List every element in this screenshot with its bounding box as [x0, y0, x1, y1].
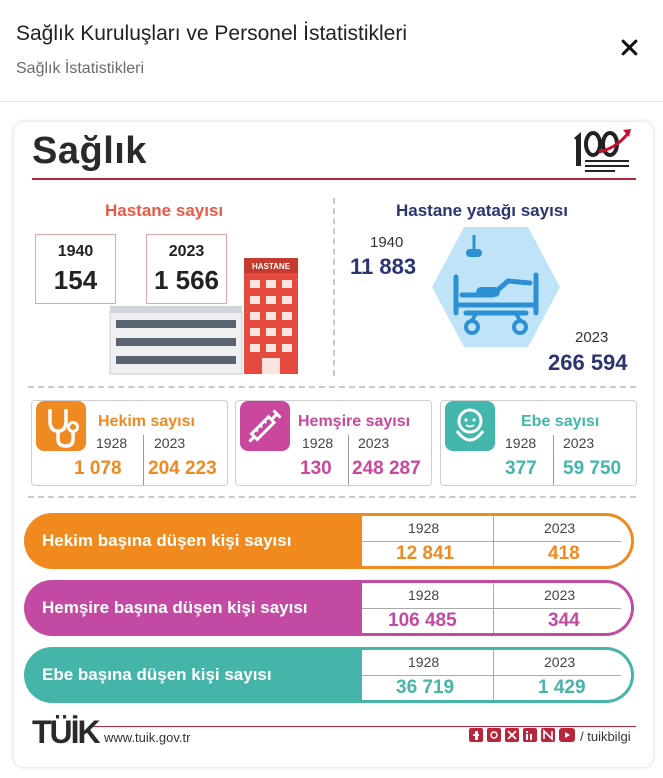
nurse-year-1: 1928 [302, 435, 334, 451]
footer-divider [90, 726, 636, 727]
bed-count-heading: Hastane yatağı sayısı [396, 201, 568, 220]
doctor-per-capita-year-1: 1928 [408, 520, 440, 536]
midwife-per-capita-values [362, 650, 631, 700]
nurse-per-capita-hline [362, 608, 621, 609]
doctor-per-capita-year-2: 2023 [544, 520, 576, 536]
doctor-per-capita-row [24, 513, 634, 569]
doctor-per-capita-hline [362, 541, 621, 542]
bed-value-2023: 266 594 [548, 350, 628, 375]
dialog-subtitle: Sağlık İstatistikleri [16, 60, 145, 77]
infographic-title: Sağlık [32, 130, 147, 172]
nurse-value-1: 130 [300, 458, 332, 479]
midwife-count-box [440, 400, 637, 486]
bed-year-2023: 2023 [575, 329, 609, 346]
centennial-logo-icon [569, 126, 637, 176]
midwife-per-capita-year-1: 1928 [408, 654, 440, 670]
midwife-per-capita-value-2: 1 429 [538, 677, 586, 698]
section-divider-horizontal [28, 386, 636, 388]
hospital-value-2023: 1 566 [153, 265, 220, 295]
midwife-value-2: 59 750 [563, 458, 622, 479]
section-divider-horizontal-2 [28, 496, 636, 498]
nurse-per-capita-label: Hemşire başına düşen kişi sayısı [42, 598, 308, 617]
hospital-year-1940: 1940 [57, 243, 94, 260]
bed-year-1940: 1940 [370, 234, 404, 251]
doctor-year-1: 1928 [96, 435, 128, 451]
midwife-per-capita-row [24, 647, 634, 703]
close-icon[interactable] [616, 34, 644, 62]
nurse-per-capita-values [362, 583, 631, 633]
syringe-icon [240, 401, 290, 451]
instagram-icon[interactable] [487, 728, 501, 742]
midwife-per-capita-value-1: 36 719 [396, 677, 455, 698]
baby-icon [445, 401, 495, 451]
hospital-bed-icon [432, 225, 560, 349]
nurse-year-2: 2023 [358, 435, 390, 451]
nurse-value-2: 248 287 [352, 458, 421, 479]
nurse-separator [348, 435, 349, 485]
tuik-logo: TÜİK [32, 714, 99, 750]
doctor-value-2: 204 223 [148, 458, 217, 479]
doctor-value-1: 1 078 [74, 458, 122, 479]
section-divider-vertical [333, 198, 335, 376]
doctor-count-title: Hekim sayısı [98, 413, 195, 430]
dialog-title: Sağlık Kuruluşları ve Personel İstatistikleri [16, 22, 407, 45]
midwife-year-2: 2023 [563, 435, 595, 451]
social-handle[interactable]: / tuikbilgi [580, 729, 631, 744]
doctor-count-box [31, 400, 228, 486]
doctor-year-2: 2023 [154, 435, 186, 451]
nurse-per-capita-year-1: 1928 [408, 587, 440, 603]
nurse-count-title: Hemşire sayısı [298, 413, 411, 430]
stethoscope-icon [36, 401, 86, 451]
hospital-count-1940 [35, 234, 116, 304]
doctor-separator [143, 435, 144, 485]
midwife-value-1: 377 [505, 458, 537, 479]
midwife-separator [553, 435, 554, 485]
hospital-year-2023: 2023 [168, 243, 205, 260]
midwife-count-title: Ebe sayısı [521, 413, 600, 430]
hospital-building-icon [108, 254, 310, 376]
hospital-sign: HASTANE [251, 262, 291, 271]
social-media-icons [469, 728, 579, 742]
dialog-header [0, 0, 663, 102]
title-divider [32, 178, 636, 180]
hospital-count-heading: Hastane sayısı [105, 201, 224, 220]
doctor-per-capita-values [362, 516, 631, 566]
website-link[interactable]: www.tuik.gov.tr [104, 730, 191, 745]
infographic-card [14, 122, 653, 767]
bed-value-1940: 11 883 [350, 254, 417, 279]
nurse-per-capita-vline [493, 583, 494, 633]
doctor-per-capita-label: Hekim başına düşen kişi sayısı [42, 531, 292, 550]
hospital-value-1940: 154 [53, 265, 98, 295]
midwife-per-capita-vline [493, 650, 494, 700]
doctor-per-capita-vline [493, 516, 494, 566]
nurse-per-capita-value-1: 106 485 [388, 610, 457, 631]
doctor-per-capita-value-2: 418 [548, 543, 580, 564]
nurse-per-capita-row [24, 580, 634, 636]
nurse-per-capita-value-2: 344 [548, 610, 580, 631]
midwife-per-capita-hline [362, 675, 621, 676]
doctor-per-capita-value-1: 12 841 [396, 543, 455, 564]
nurse-count-box [235, 400, 432, 486]
midwife-per-capita-year-2: 2023 [544, 654, 576, 670]
nurse-per-capita-year-2: 2023 [544, 587, 576, 603]
midwife-per-capita-label: Ebe başına düşen kişi sayısı [42, 665, 272, 684]
midwife-year-1: 1928 [505, 435, 537, 451]
